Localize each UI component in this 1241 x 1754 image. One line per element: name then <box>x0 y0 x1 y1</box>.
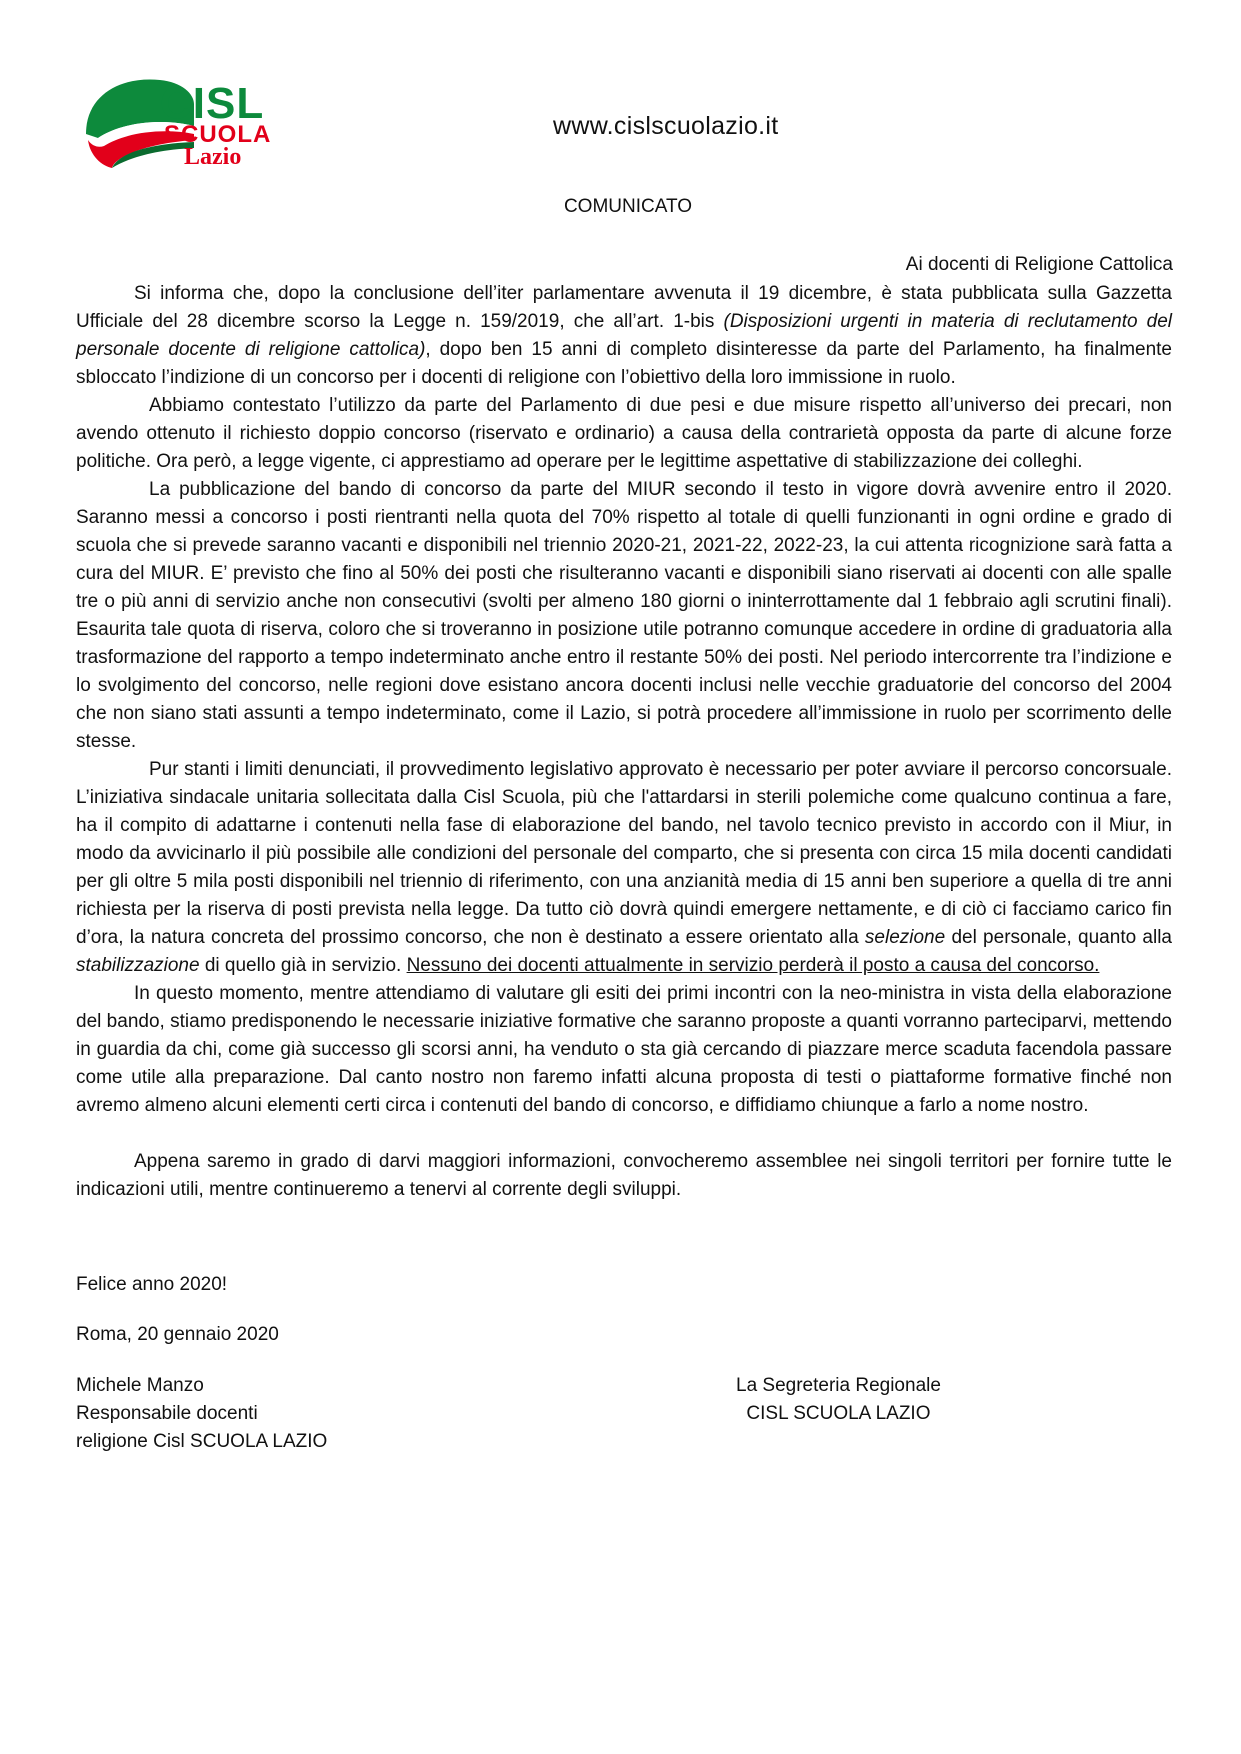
paragraph-4: Pur stanti i limiti denunciati, il provvedimento legislativo approvato è necessario per poter avviare il percorso concorsuale. L’iniziativa sindacale unitaria sollecitata dalla Cisl Scuola, più che l'attardarsi in sterili polemiche come qualcuno continua a fare, ha il compito di adattarne i contenuti nella fase di elaborazione del bando, nel tavolo tecnico previsto in accordo con il Miur, in modo da avvicinarlo il più possibile alle condizioni del personale del comparto, che si presenta con circa 15 mila docenti candidati per gli oltre 5 mila posti disponibili nel triennio di riferimento, con una anzianità media di 15 anni ben superiore a quella di tre anni richiesta per la riserva di posti prevista nella legge. Da tutto ciò dovrà quindi emergere nettamente, e di ciò ci facciamo carico fin d’ora, la natura concreta del prossimo concorso, che non è destinato a essere orientato alla selezione del personale, quanto alla stabilizzazione di quello già in servizio. Nessuno dei docenti attualmente in servizio perderà il posto a causa del concorso. <box>76 759 1173 976</box>
signature-right-title: La Segreteria Regionale <box>736 1375 941 1396</box>
signature-left-org: religione Cisl SCUOLA LAZIO <box>76 1431 328 1452</box>
paragraph-1: Si informa che, dopo la conclusione dell’iter parlamentare avvenuta il 19 dicembre, è stata pubblicata sulla Gazzetta Ufficiale del 28 dicembre scorso la Legge n. 159/2019, che all’art. 1-bis (Disposizioni urgenti in materia di reclutamento del personale docente di religione cattolica), dopo ben 15 anni di completo disinteresse da parte del Parlamento, ha finalmente sbloccato l’indizione di un concorso per i docenti di religione con l’obiettivo della loro immissione in ruolo. <box>76 283 1173 388</box>
signature-left-name: Michele Manzo <box>76 1375 204 1396</box>
cisl-scuola-lazio-logo <box>82 74 302 174</box>
letter-body <box>76 280 1172 1204</box>
paragraph-5: In questo momento, mentre attendiamo di valutare gli esiti dei primi incontri con la neo-ministra in vista della elaborazione del bando, stiamo predisponendo le necessarie iniziative formative che saranno proposte a quanti vorranno parteciparvi, mettendo in guardia da chi, come già successo gli scorsi anni, ha venduto o sta già cercando di piazzare merce scaduta facendola passare come utile alla preparazione. Dal canto nostro non faremo infatti alcuna proposta di testi o piattaforme formative finché non avremo almeno alcuni elementi certi circa i contenuti del bando di concorso, e diffidiamo chiunque a farlo a nome nostro. <box>76 983 1172 1116</box>
place-date: Roma, 20 gennaio 2020 <box>76 1324 279 1345</box>
underlined-statement: Nessuno dei docenti attualmente in servizio perderà il posto a causa del concorso. <box>406 955 1100 976</box>
greeting: Felice anno 2020! <box>76 1274 228 1295</box>
paragraph-2: Abbiamo contestato l’utilizzo da parte del Parlamento di due pesi e due misure rispetto all’universo dei precari, non avendo ottenuto il richiesto doppio concorso (riservato e ordinario) a causa della contrarietà opposta da parte di alcune forze politiche. Ora però, a legge vigente, ci apprestiamo ad operare per le legittime aspettative di stabilizzazione dei colleghi. <box>76 395 1172 472</box>
website-url[interactable]: www.cislscuolazio.it <box>553 112 779 140</box>
signature-left-role: Responsabile docenti <box>76 1403 258 1424</box>
signature-left <box>76 1372 327 1456</box>
signature-right <box>736 1372 941 1428</box>
paragraph-3: La pubblicazione del bando di concorso da parte del MIUR secondo il testo in vigore dovrà avvenire entro il 2020. Saranno messi a concorso i posti rientranti nella quota del 70% rispetto al totale di quelli funzionanti in ogni ordine e grado di scuola che si prevede saranno vacanti e disponibili nel triennio 2020-21, 2021-22, 2022-23, la cui attenta ricognizione sarà fatta a cura del MIUR. E’ previsto che fino al 50% dei posti che risulteranno vacanti e disponibili siano riservati ai docenti con alle spalle tre o più anni di servizio anche non consecutivi (svolti per almeno 180 giorni o ininterrottamente dal 1 febbraio agli scrutini finali). Esaurita tale quota di riserva, coloro che si troveranno in posizione utile potranno comunque accedere in ordine di graduatoria alla trasformazione del rapporto a tempo indeterminato anche entro il restante 50% dei posti. Nel periodo intercorrente tra l’indizione e lo svolgimento del concorso, nelle regioni dove esistano ancora docenti inclusi nelle vecchie graduatorie del concorso del 2004 che non siano stati assunti a tempo indeterminato, come il Lazio, si potrà procedere all’immissione in ruolo per scorrimento delle stesse. <box>76 479 1172 752</box>
recipient-line: Ai docenti di Religione Cattolica <box>905 254 1173 275</box>
paragraph-6: Appena saremo in grado di darvi maggiori informazioni, convocheremo assemblee nei singoli territori per fornire tutte le indicazioni utili, mentre continueremo a tenervi al corrente degli sviluppi. <box>76 1151 1172 1200</box>
logo-word-lazio: Lazio <box>184 144 242 170</box>
signature-right-org: CISL SCUOLA LAZIO <box>746 1403 931 1424</box>
logo-word-cisl: CISL <box>160 79 265 128</box>
document-heading: COMUNICATO <box>563 196 693 217</box>
logo-word-scuola: SCUOLA <box>164 121 272 148</box>
